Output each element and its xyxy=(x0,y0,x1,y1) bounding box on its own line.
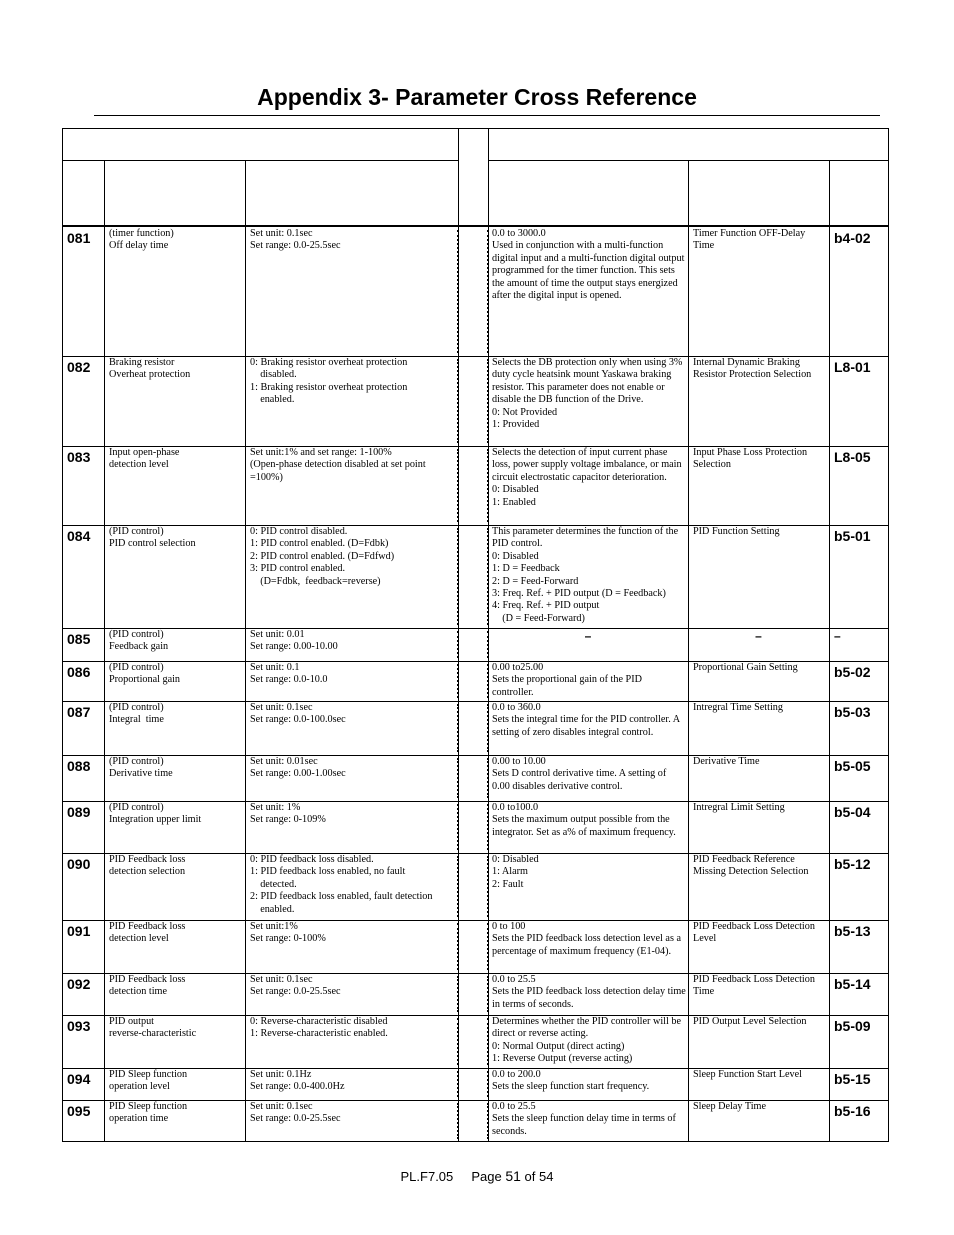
row-code: 093 xyxy=(67,1018,91,1034)
footer-page-num: 51 xyxy=(505,1168,521,1184)
row-f7-name: PID Function Setting xyxy=(693,526,780,537)
row-f7-param: – xyxy=(834,629,841,643)
row-gap-dots-left xyxy=(457,1018,459,1065)
row-gap-dots-right xyxy=(487,923,489,970)
row-f7-name: PID Output Level Selection xyxy=(693,1016,807,1027)
row-setting: Set unit: 0.1 Set range: 0.0-10.0 xyxy=(250,662,328,686)
title-rule xyxy=(94,115,880,116)
row-f7-param: b5-12 xyxy=(834,856,871,872)
row-f7-param: b5-01 xyxy=(834,528,871,544)
row-f7-name: PID Feedback Loss Detection Level xyxy=(693,921,818,945)
row-function: (PID control) Integral time xyxy=(109,702,164,726)
row-gap-dots-left xyxy=(457,449,459,522)
row-function: PID output reverse-characteristic xyxy=(109,1016,197,1040)
footer-page-label: Page xyxy=(471,1169,502,1184)
row-f7-name: PID Feedback Loss Detection Time xyxy=(693,974,818,998)
page-title: Appendix 3- Parameter Cross Reference xyxy=(257,84,697,110)
row-gap-dots-left xyxy=(457,528,459,625)
row-function: PID Feedback loss detection time xyxy=(109,974,186,998)
col-line-6 xyxy=(688,160,689,1142)
row-gap-dots-right xyxy=(487,230,489,353)
row-gap-dots-left xyxy=(457,359,459,443)
row-code: 084 xyxy=(67,528,91,544)
row-gap-dots-right xyxy=(487,976,489,1012)
row-function: PID Feedback loss detection selection xyxy=(109,854,186,878)
row-description: 0.0 to 3000.0 Used in conjunction with a multi-function digital input and a multi-function digital output programmed for the timer function. This sets the amount of time the output stays energized after the digital input is opened. xyxy=(492,228,685,302)
row-function: (PID control) Integration upper limit xyxy=(109,802,202,826)
row-description: 0.0 to 200.0 Sets the sleep function start frequency. xyxy=(492,1069,650,1093)
row-f7-name: Internal Dynamic Braking Resistor Protection Selection xyxy=(693,357,812,381)
row-gap-dots-right xyxy=(487,758,489,798)
row-setting: Set unit:1% Set range: 0-100% xyxy=(250,921,326,945)
row-gap-dots-left xyxy=(457,664,459,698)
row-gap-dots-left xyxy=(457,230,459,353)
row-f7-param: b4-02 xyxy=(834,230,871,246)
row-function: PID Feedback loss detection level xyxy=(109,921,186,945)
row-function: (PID control) Derivative time xyxy=(109,756,173,780)
row-setting: Set unit: 1% Set range: 0-109% xyxy=(250,802,326,826)
row-function: (PID control) PID control selection xyxy=(109,526,196,550)
row-code: 090 xyxy=(67,856,91,872)
row-f7-name: Intregral Limit Setting xyxy=(693,802,785,813)
row-gap-dots-left xyxy=(457,1071,459,1097)
row-code: 094 xyxy=(67,1071,91,1087)
row-f7-param: b5-02 xyxy=(834,664,871,680)
row-f7-name: Derivative Time xyxy=(693,756,760,767)
row-setting: Set unit: 0.1sec Set range: 0.0-25.5sec xyxy=(250,1101,341,1125)
row-f7-name: Proportional Gain Setting xyxy=(693,662,798,673)
row-code: 092 xyxy=(67,976,91,992)
col-line-7 xyxy=(829,160,830,1142)
row-f7-name: – xyxy=(755,629,762,643)
row-description: 0 to 100 Sets the PID feedback loss detection level as a percentage of maximum frequency (E1-04). xyxy=(492,921,681,957)
row-setting: Set unit: 0.01 Set range: 0.00-10.00 xyxy=(250,629,338,653)
row-setting: Set unit: 0.1sec Set range: 0.0-100.0sec xyxy=(250,702,346,726)
row-setting: 0: Braking resistor overheat protection disabled. 1: Braking resistor overheat protection enabled. xyxy=(250,357,408,406)
row-description: 0.00 to25.00 Sets the proportional gain of the PID controller. xyxy=(492,662,642,698)
row-gap-dots-right xyxy=(487,704,489,752)
row-f7-param: L8-05 xyxy=(834,449,871,465)
row-description: This parameter determines the function of the PID control. 0: Disabled 1: D = Feedback 2: D = Feed-Forward 3: Freq. Ref. + PID output (D = Feedback) 4: Freq. Ref. + PID output (D = Feed-Forward) xyxy=(492,526,679,624)
row-setting: 0: Reverse-characteristic disabled 1: Reverse-characteristic enabled. xyxy=(250,1016,388,1040)
row-gap-dots-right xyxy=(487,1071,489,1097)
col-line-4 xyxy=(488,128,489,227)
row-code: 087 xyxy=(67,704,91,720)
row-function: Braking resistor Overheat protection xyxy=(109,357,191,381)
header-rule-top xyxy=(62,160,458,161)
row-gap-dots-right xyxy=(487,664,489,698)
row-gap-dots-right xyxy=(487,1018,489,1065)
row-description: – xyxy=(584,629,592,643)
row-gap-dots-right xyxy=(487,1103,489,1139)
row-f7-name: Timer Function OFF-Delay Time xyxy=(693,228,808,252)
parameter-table xyxy=(62,128,889,1142)
row-f7-param: b5-14 xyxy=(834,976,871,992)
row-function: (timer function) Off delay time xyxy=(109,228,174,252)
row-gap-dots-left xyxy=(457,758,459,798)
row-setting: Set unit: 0.1Hz Set range: 0.0-400.0Hz xyxy=(250,1069,345,1093)
row-description: 0.0 to 25.5 Sets the PID feedback loss detection delay time in terms of seconds. xyxy=(492,974,686,1010)
row-gap-dots-left xyxy=(457,856,459,917)
row-function: PID Sleep function operation time xyxy=(109,1101,188,1125)
row-gap-dots-left xyxy=(457,1103,459,1139)
col-line-2 xyxy=(245,160,246,1142)
row-gap-dots-left xyxy=(457,804,459,850)
row-gap-dots-right xyxy=(487,449,489,522)
row-gap-dots-left xyxy=(457,631,459,658)
row-f7-name: Input Phase Loss Protection Selection xyxy=(693,447,810,471)
footer-doc: PL.F7.05 xyxy=(400,1169,454,1184)
row-code: 091 xyxy=(67,923,91,939)
row-gap-dots-right xyxy=(487,804,489,850)
row-code: 088 xyxy=(67,758,91,774)
col-line-1 xyxy=(104,160,105,1142)
header-rule-bottom xyxy=(62,225,889,227)
row-f7-param: b5-04 xyxy=(834,804,871,820)
row-gap-dots-right xyxy=(487,528,489,625)
row-gap-dots-right xyxy=(487,359,489,443)
page-footer xyxy=(0,1168,954,1184)
row-description: Determines whether the PID controller will be direct or reverse acting. 0: Normal Output (direct acting) 1: Reverse Output (reverse acting) xyxy=(492,1016,681,1065)
row-gap-dots-left xyxy=(457,704,459,752)
row-description: 0.0 to 25.5 Sets the sleep function delay time in terms of seconds. xyxy=(492,1101,676,1137)
row-description: 0.0 to100.0 Sets the maximum output possible from the integrator. Set as a% of maximum frequency. xyxy=(492,802,676,838)
row-description: Selects the detection of input current phase loss, power supply voltage imbalance, or main circuit electrostatic capacitor deterioration. 0: Disabled 1: Enabled xyxy=(492,447,682,508)
row-f7-name: Intregral Time Setting xyxy=(693,702,783,713)
row-setting: Set unit:1% and set range: 1-100% (Open-phase detection disabled at set point =100%) xyxy=(250,447,426,483)
row-code: 086 xyxy=(67,664,91,680)
row-description: Selects the DB protection only when using 3% duty cycle heatsink mount Yaskawa braking resistor. This parameter does not enable or disable the DB function of the Drive. 0: Not Provided 1: Provided xyxy=(492,357,683,431)
row-function: (PID control) Proportional gain xyxy=(109,662,181,686)
row-f7-name: Sleep Delay Time xyxy=(693,1101,767,1112)
row-description: 0.0 to 360.0 Sets the integral time for the PID controller. A setting of zero disables integral control. xyxy=(492,702,680,738)
row-f7-param: b5-03 xyxy=(834,704,871,720)
row-gap-dots-left xyxy=(457,976,459,1012)
row-f7-name: PID Feedback Reference Missing Detection Selection xyxy=(693,854,809,878)
row-f7-param: L8-01 xyxy=(834,359,871,375)
row-code: 085 xyxy=(67,631,91,647)
row-gap-dots-left xyxy=(457,923,459,970)
row-f7-param: b5-16 xyxy=(834,1103,871,1119)
row-description: 0.00 to 10.00 Sets D control derivative time. A setting of 0.00 disables derivative control. xyxy=(492,756,667,792)
row-setting: 0: PID control disabled. 1: PID control enabled. (D=Fdbk) 2: PID control enabled. (D=Fdfwd) 3: PID control enabled. (D=Fdbk, feedback=reverse) xyxy=(250,526,395,587)
footer-page-of: of 54 xyxy=(524,1169,554,1184)
row-setting: Set unit: 0.01sec Set range: 0.00-1.00sec xyxy=(250,756,346,780)
row-description: 0: Disabled 1: Alarm 2: Fault xyxy=(492,854,539,890)
row-code: 095 xyxy=(67,1103,91,1119)
row-function: (PID control) Feedback gain xyxy=(109,629,169,653)
row-f7-name: Sleep Function Start Level xyxy=(693,1069,802,1080)
row-code: 083 xyxy=(67,449,91,465)
row-function: PID Sleep function operation level xyxy=(109,1069,188,1093)
row-f7-param: b5-13 xyxy=(834,923,871,939)
col-line-3 xyxy=(458,128,459,227)
row-f7-param: b5-09 xyxy=(834,1018,871,1034)
row-f7-param: b5-15 xyxy=(834,1071,871,1087)
row-function: Input open-phase detection level xyxy=(109,447,180,471)
row-setting: Set unit: 0.1sec Set range: 0.0-25.5sec xyxy=(250,974,341,998)
row-f7-param: b5-05 xyxy=(834,758,871,774)
row-code: 081 xyxy=(67,230,91,246)
row-code: 089 xyxy=(67,804,91,820)
row-gap-dots-right xyxy=(487,856,489,917)
row-code: 082 xyxy=(67,359,91,375)
row-setting: Set unit: 0.1sec Set range: 0.0-25.5sec xyxy=(250,228,341,252)
row-setting: 0: PID feedback loss disabled. 1: PID feedback loss enabled, no fault detected. 2: PID feedback loss enabled, fault detection enabled. xyxy=(250,854,433,915)
